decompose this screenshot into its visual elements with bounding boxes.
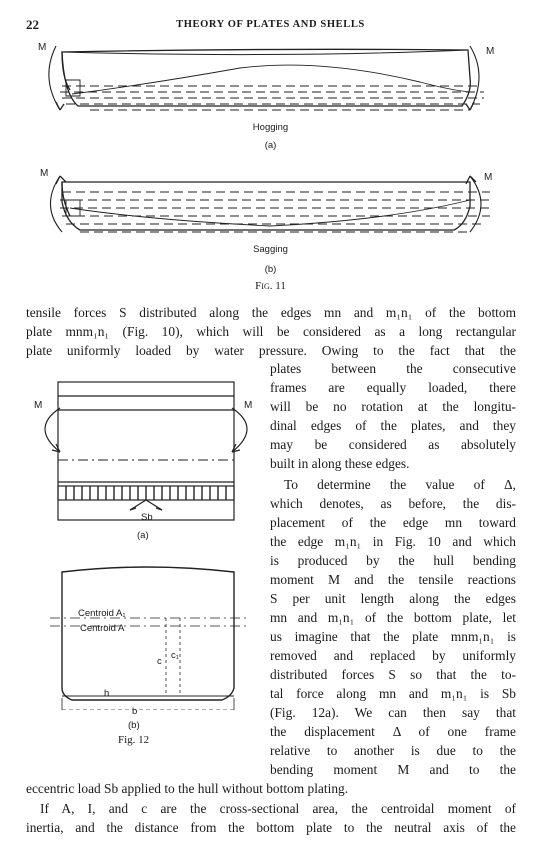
col-line-17: distributed forces S so that the to- (270, 667, 516, 682)
col-line-14: mn and m₁n₁ of the bottom plate, let (270, 610, 516, 625)
fig12-caption: Fig. 12 (118, 734, 150, 746)
fig11-sub-a: (a) (264, 140, 277, 151)
col-line-16: removed and replaced by uniformly (270, 648, 516, 663)
col-line-2: frames are equally loaded, there (270, 380, 516, 395)
col-line-12: moment M and the tensile reactions (270, 572, 516, 587)
figure-11-sagging-diagram (0, 160, 541, 250)
page-number: 22 (26, 17, 39, 32)
running-title: THEORY OF PLATES AND SHELLS (176, 19, 365, 30)
moment-label-left-sag: M (40, 168, 49, 179)
fig12-sub-a: (a) (137, 530, 149, 541)
col-line-4: dinal edges of the plates, and they (270, 418, 516, 433)
col-line-22: bending moment M and to the (270, 762, 516, 777)
col-line-7: To determine the value of Δ, (284, 477, 516, 492)
para3-line1: If A, I, and c are the cross-sectional area, the centroidal moment of (40, 801, 516, 816)
para2-last-line: eccentric load Sb applied to the hull without bottom plating. (26, 781, 349, 796)
col-line-1: plates between the consecutive (270, 361, 516, 376)
fig12-moment-left: M (34, 400, 43, 411)
col-line-20: the displacement Δ of one frame (270, 724, 516, 739)
moment-label-left: M (38, 42, 47, 53)
col-line-8: which denotes, as before, the dis- (270, 496, 516, 511)
h-label: h (104, 688, 110, 699)
fig11-caption: Fig. 11 (255, 280, 286, 292)
col-line-6: built in along these edges. (270, 456, 410, 471)
c-label: c (157, 656, 162, 667)
col-line-10: the edge m₁n₁ in Fig. 10 and which (270, 534, 516, 549)
col-line-21: relative to another is due to the (270, 743, 516, 758)
figure-12b-diagram (26, 560, 276, 710)
para1-line2: plate mnm₁n₁ (Fig. 10), which will be considered as a long rectangular (26, 324, 516, 339)
sagging-label: Sagging (253, 244, 288, 255)
moment-label-right-sag: M (484, 172, 493, 183)
col-line-13: S per unit length along the edges (270, 591, 516, 606)
col-line-3: will be no rotation at the longitu- (270, 399, 516, 414)
centroid-a1-label: Centroid A₁ (78, 608, 126, 619)
col-line-15: us imagine that the plate mnm₁n₁ is (270, 629, 516, 644)
para1-line3: plate uniformly loaded by water pressure. Owing to the fact that the (26, 343, 516, 358)
col-line-19: (Fig. 12a). We can then say that (270, 705, 516, 720)
hogging-label: Hogging (252, 122, 289, 133)
para1-line1: tensile forces S distributed along the edges mn and m₁n₁ of the bottom (26, 305, 516, 320)
b-label: b (132, 706, 138, 717)
col-line-5: may be considered as absolutely (270, 437, 516, 452)
c1-label: c₁ (171, 650, 179, 661)
sb-label: Sb (141, 512, 153, 523)
col-line-18: tal force along mn and m₁n₁ is Sb (270, 686, 516, 701)
para3-line2: inertia, and the distance from the bottom plate to the neutral axis of the (26, 820, 516, 835)
fig12-sub-b: (b) (128, 720, 140, 731)
fig12-moment-right: M (244, 400, 253, 411)
col-line-11: is produced by the hull bending (270, 553, 516, 568)
centroid-a-label: Centroid A (80, 623, 125, 634)
col-line-9: placement of the edge mn toward (270, 515, 516, 530)
moment-label-right: M (486, 46, 495, 57)
fig11-sub-b: (b) (264, 264, 277, 275)
